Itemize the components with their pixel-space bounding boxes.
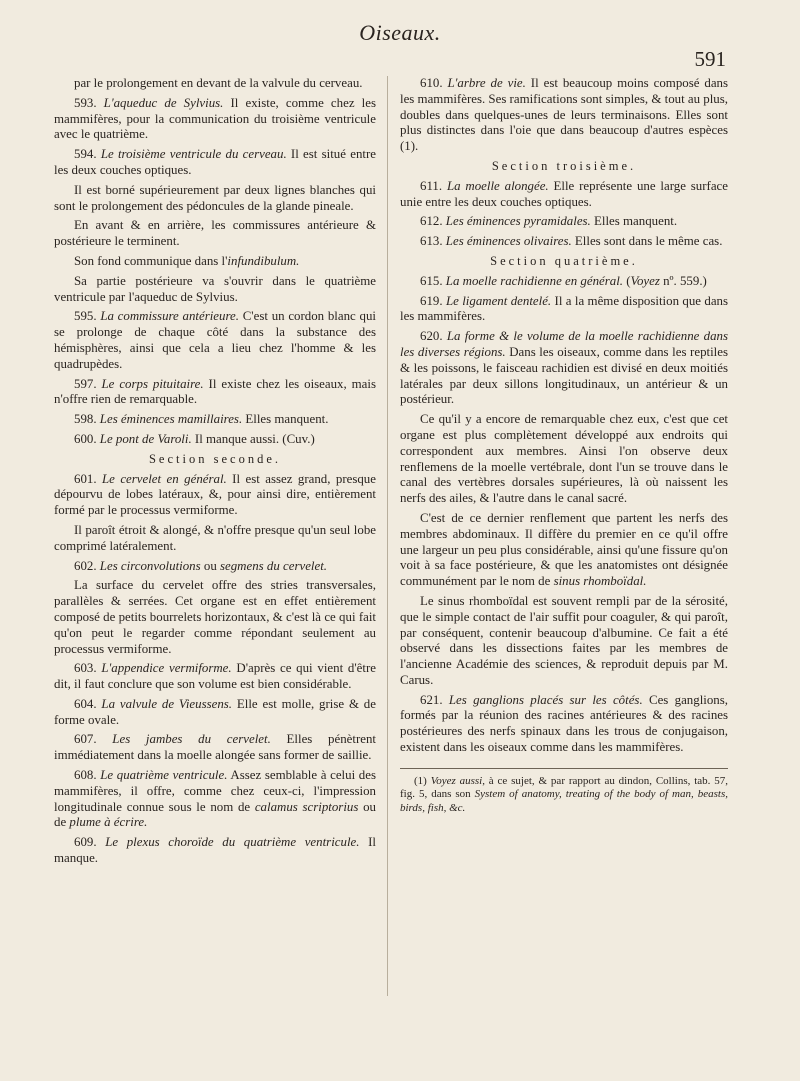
paragraph-text: Sa partie postérieure va s'ouvrir dans le quatrième ventricule par l'aqueduc de Sylvius. xyxy=(54,273,376,304)
paragraph-number: 598. xyxy=(74,412,97,427)
paragraph xyxy=(400,412,728,507)
numbered-paragraph xyxy=(400,214,728,230)
paragraph-title: sinus rhomboïdal. xyxy=(553,574,647,589)
paragraph-title: La moelle rachidienne en général. xyxy=(445,273,623,288)
paragraph-number: 609. xyxy=(74,835,97,850)
paragraph-text: nº. 559.) xyxy=(659,273,707,288)
numbered-paragraph xyxy=(54,697,376,729)
numbered-paragraph xyxy=(54,96,376,143)
paragraph-text: Il existe, comme chez les mammifères, pour la communication du troisième ventricule avec le quatrième. xyxy=(54,95,376,142)
paragraph-text: Son fond communique dans l' xyxy=(74,253,228,268)
paragraph-title: La commissure antérieure. xyxy=(100,309,239,324)
paragraph-title: segmens du cervelet. xyxy=(220,558,328,573)
paragraph-title: La moelle alongée. xyxy=(446,178,549,193)
paragraph-number: 595. xyxy=(74,309,97,324)
paragraph-text: Il est situé entre les deux couches optiques. xyxy=(54,147,376,177)
paragraph-number: 608. xyxy=(74,768,97,783)
paragraph-text: En avant & en arrière, les commissures antérieure & postérieure le terminent. xyxy=(54,218,376,249)
paragraph-text: Il existe chez les oiseaux, mais n'offre rien de remarquable. xyxy=(54,376,376,407)
paragraph-title: infundibulum. xyxy=(227,253,300,268)
paragraph-text: Ces ganglions, formés par la réunion des racines antérieures & des racines postérieures des nerfs spinaux dans les trous de conjugaison, existent dans les oiseaux comme dans les mammifères. xyxy=(400,692,728,755)
left-column xyxy=(54,76,376,871)
paragraph-number: 593. xyxy=(74,95,97,110)
numbered-paragraph xyxy=(54,309,376,372)
paragraph-title: Le pont de Varoli. xyxy=(99,431,192,446)
numbered-paragraph xyxy=(54,377,376,409)
footnote-rule xyxy=(400,768,728,769)
paragraph-number: 610. xyxy=(420,76,443,90)
numbered-paragraph xyxy=(400,76,728,155)
column-divider xyxy=(387,76,388,996)
paragraph-title: Le ligament dentelé. xyxy=(445,293,552,308)
section-heading: Section seconde. xyxy=(148,451,281,466)
paragraph-text: Il paroît étroit & alongé, & n'offre presque qu'un seul lobe comprimé latéralement. xyxy=(54,522,376,553)
paragraph-text: Elles pénètrent immédiatement dans la moelle alongée sans former de saillie. xyxy=(54,732,376,763)
paragraph-number: 620. xyxy=(420,329,443,344)
paragraph-title: Les ganglions placés sur les côtés. xyxy=(448,692,643,707)
paragraph xyxy=(54,254,376,270)
numbered-paragraph xyxy=(54,835,376,867)
paragraph-text: C'est de ce dernier renflement que partent les nerfs des membres abdominaux. Il diffère du premier en ce qu'il offre une largeur un peu plus considérable, ainsi qu'une fissure qu'on voit à sa face postérieure, & que les anatomistes ont désignée communément par le nom de xyxy=(400,510,728,589)
paragraph-text: Il est beaucoup moins composé dans les mammifères. Ses ramifications sont simples, & tout au plus, doubles dans quelques-unes de leurs terminaisons. Elles sont plus distinctes dans l'oie que dans beaucoup d'autres espèces (1). xyxy=(400,76,729,154)
paragraph-text: Il est assez grand, presque dépourvu de lobes latéraux, &, pour ainsi dire, entièrement formé par le processus vermiforme. xyxy=(54,471,376,518)
running-title: Oiseaux. xyxy=(359,20,441,45)
paragraph-text: par le prolongement en devant de la valvule du cerveau. xyxy=(74,76,363,90)
paragraph-title: Les éminences pyramidales. xyxy=(445,214,591,229)
paragraph-title: Les jambes du cervelet. xyxy=(112,732,271,747)
paragraph xyxy=(54,183,376,215)
paragraph-title: calamus scriptorius xyxy=(254,799,359,814)
paragraph xyxy=(54,76,376,92)
paragraph-number: 613. xyxy=(420,234,443,249)
paragraph-number: 603. xyxy=(74,661,97,676)
paragraph-text: Il manque aussi. (Cuv.) xyxy=(191,431,315,446)
paragraph-text: Elles manquent. xyxy=(242,412,329,427)
numbered-paragraph xyxy=(400,329,728,408)
paragraph-number: 601. xyxy=(74,471,97,486)
paragraph-title: L'aqueduc de Sylvius. xyxy=(103,95,224,110)
numbered-paragraph xyxy=(400,294,728,326)
numbered-paragraph xyxy=(54,412,376,428)
paragraph xyxy=(400,511,728,590)
paragraph-title: Les éminences olivaires. xyxy=(445,234,572,249)
paragraph-text: Le sinus rhomboïdal est souvent rempli par de la sérosité, que le simple contact de l'air suffit pour coaguler, & qui paroît, par conséquent, contenir beaucoup d'albumine. Ce fait a été observé dans les dissections faites par les membres de l'ancienne Académie des sciences, & reproduit depuis par M. Carus. xyxy=(400,593,728,687)
right-column-body xyxy=(400,76,728,756)
numbered-paragraph xyxy=(54,432,376,448)
paragraph-text: Il est borné supérieurement par deux lignes blanches qui sont le prolongement des pédoncules de la glande pineale. xyxy=(54,182,376,213)
paragraph-text: Elles manquent. xyxy=(590,214,678,229)
paragraph-number: 611. xyxy=(420,178,443,193)
paragraph-number: 602. xyxy=(74,558,97,573)
paragraph-text: C'est un cordon blanc qui se prolonge de chaque côté dans la substance des hémisphères, ainsi que cela a lieu chez l'homme & les quadrupèdes. xyxy=(54,309,376,371)
numbered-paragraph xyxy=(400,179,728,211)
paragraph-title: L'arbre de vie. xyxy=(447,76,526,90)
paragraph xyxy=(54,578,376,657)
paragraph-title: Les éminences mamillaires. xyxy=(99,412,243,427)
paragraph-text: Elle est molle, grise & de forme ovale. xyxy=(54,696,376,727)
paragraph-text: Dans les oiseaux, comme dans les reptiles & les poissons, le faisceau rachidien est divisé en deux moitiés latérales par deux sillons longitudinaux, un antérieur & un postérieur. xyxy=(400,344,728,407)
paragraph-text: Assez semblable à celui des mammifères, il offre, comme chez ceux-ci, l'impression longitudinale connue sous le nom de xyxy=(54,768,376,814)
paragraph-title: Le quatrième ventricule. xyxy=(100,768,228,783)
paragraph-title: Les circonvolutions xyxy=(99,558,201,573)
numbered-paragraph xyxy=(400,693,728,756)
paragraph-title: La valvule de Vieussens. xyxy=(101,696,233,711)
section-heading: Section quatrième. xyxy=(490,253,638,268)
paragraph-text: Elle représente une large surface unie entre les deux couches optiques. xyxy=(400,178,729,209)
numbered-paragraph xyxy=(400,234,728,250)
right-column xyxy=(400,76,728,819)
numbered-paragraph xyxy=(54,147,376,179)
page-number: 591 xyxy=(694,47,726,71)
footnote: (1) Voyez aussi, à ce sujet, & par rapport au dindon, Collins, tab. 57, fig. 5, dans son System of anatomy, treating of the body of man, beasts, birds, fish, &c. xyxy=(400,774,729,814)
paragraph-text: Elles sont dans le même cas. xyxy=(571,234,723,249)
paragraph-number: 594. xyxy=(74,147,97,162)
paragraph-title: Voyez xyxy=(630,273,660,288)
paragraph-number: 600. xyxy=(74,431,97,446)
section-heading: Section troisième. xyxy=(491,158,637,173)
paragraph-title: La forme & le volume de la moelle rachidienne dans les diverses régions. xyxy=(400,329,728,359)
paragraph-title: Le corps pituitaire. xyxy=(101,376,204,391)
paragraph-text: La surface du cervelet offre des stries transversales, parallèles & serrées. Cet organe est en effet entièrement composé de petits bourrelets horizontaux, & c'est là ce qui fait qu'on peut le regarder comme répondant seulement au processus vermiforme. xyxy=(54,578,376,656)
numbered-paragraph xyxy=(54,559,376,575)
numbered-paragraph xyxy=(400,274,728,290)
paragraph-text: Il manque. xyxy=(54,835,376,866)
paragraph-title: Le plexus choroïde du quatrième ventricule. xyxy=(105,835,360,850)
numbered-paragraph xyxy=(54,472,376,519)
paragraph-text: Il a la même disposition que dans les mammifères. xyxy=(400,293,729,324)
numbered-paragraph xyxy=(54,661,376,693)
paragraph-text: D'après ce qui vient d'être dit, il faut conclure que son volume est bien considérable. xyxy=(54,661,377,692)
paragraph-text: ( xyxy=(623,273,631,288)
paragraph-number: 621. xyxy=(420,692,443,707)
paragraph-title: Le troisième ventricule du cerveau. xyxy=(100,147,287,162)
paragraph-title: Le cervelet en général. xyxy=(102,471,227,486)
paragraph-number: 612. xyxy=(420,214,443,229)
paragraph-title: L'appendice vermiforme. xyxy=(101,661,232,676)
paragraph xyxy=(54,274,376,306)
paragraph-text: ou xyxy=(200,558,220,573)
paragraph xyxy=(54,218,376,250)
paragraph-number: 619. xyxy=(420,293,443,308)
paragraph-number: 607. xyxy=(74,732,97,747)
paragraph xyxy=(400,594,728,689)
numbered-paragraph xyxy=(54,732,376,764)
paragraph-title: plume à écrire. xyxy=(69,815,148,830)
paragraph-number: 615. xyxy=(420,273,443,288)
paragraph-text: Ce qu'il y a encore de remarquable chez eux, c'est que cet organe est plus complètement développé aux endroits qui correspondent aux membres. Ainsi l'on observe deux renflemens de la moelle vertébrale, dont l'un se trouve dans le canal des vertèbres dorsales supérieures, là où naissent les nerfs des ailes, & l'autre dans le canal sacré. xyxy=(400,412,728,506)
numbered-paragraph xyxy=(54,768,376,831)
paragraph-number: 604. xyxy=(74,696,97,711)
paragraph xyxy=(54,523,376,555)
paragraph-number: 597. xyxy=(74,376,97,391)
paragraph-text: ou de xyxy=(54,799,376,830)
